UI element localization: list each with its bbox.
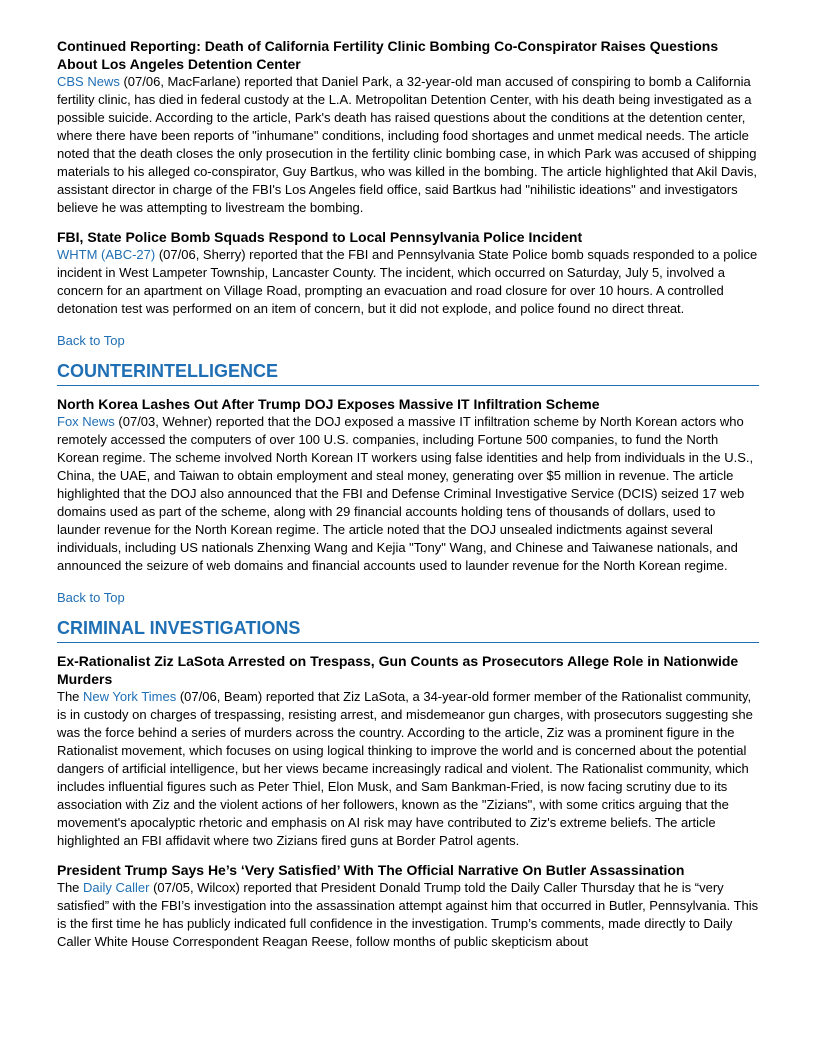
source-link-new-york-times[interactable]: New York Times (83, 689, 177, 704)
source-link-cbs-news[interactable]: CBS News (57, 74, 120, 89)
article-headline: Continued Reporting: Death of California Fertility Clinic Bombing Co-Conspirator Raises Questions About Los Angeles Detention Center (57, 38, 719, 72)
article-headline: FBI, State Police Bomb Squads Respond to Local Pennsylvania Police Incident (57, 229, 583, 245)
article-body (57, 413, 759, 575)
article-body (57, 73, 759, 217)
article-text: (07/05, Wilcox) reported that President Donald Trump told the Daily Caller Thursday that he is “very satisfied” with the FBI’s investigation into the assassination attempt against him that occurred in Butler, Pennsylvania. This is the first time he has publicly indicated full confidence in the investigation. Trump’s comments, made directly to Daily Caller White House Correspondent Reagan Reese, follow months of public skepticism about (57, 880, 759, 949)
article-ziz-lasota (57, 652, 759, 850)
document-page (57, 37, 759, 951)
article-bomb-squads (57, 228, 759, 318)
article-trump-butler (57, 861, 759, 951)
article-text: (07/06, MacFarlane) reported that Daniel Park, a 32-year-old man accused of conspiring to bomb a California fertility clinic, has died in federal custody at the L.A. Metropolitan Detention Center, with his death being investigated as a possible suicide. According to the article, Park's death has raised questions about the conditions at the detention center, where there have been reports of "inhumane" conditions, including food shortages and unmet medical needs. The article noted that the death closes the only prosecution in the fertility clinic bombing case, in which Park was accused of shipping materials to his alleged co-conspirator, Guy Bartkus, who was killed in the bombing. The article highlighted that Akil Davis, assistant director in charge of the FBI's Los Angeles field office, said Bartkus had "nihilistic ideations" and investigators believe he was attempting to livestream the bombing. (57, 74, 757, 215)
article-body (57, 246, 759, 318)
article-north-korea (57, 395, 759, 575)
section-title-criminal-investigations: CRIMINAL INVESTIGATIONS (57, 616, 759, 643)
source-link-whtm[interactable]: WHTM (ABC-27) (57, 247, 156, 262)
source-link-daily-caller[interactable]: Daily Caller (83, 880, 150, 895)
article-headline: Ex-Rationalist Ziz LaSota Arrested on Trespass, Gun Counts as Prosecutors Allege Role in Nationwide Murders (57, 653, 739, 687)
article-text: (07/06, Sherry) reported that the FBI and Pennsylvania State Police bomb squads responded to a police incident in West Lampeter Township, Lancaster County. The incident, which occurred on Saturday, July 5, involved a concern for an apartment on Village Road, prompting an evacuation and road closure for over 10 hours. A controlled detonation test was performed on an item of concern, but it did not explode, and police found no direct threat. (57, 247, 758, 316)
article-headline: North Korea Lashes Out After Trump DOJ Exposes Massive IT Infiltration Scheme (57, 396, 600, 412)
source-link-fox-news[interactable]: Fox News (57, 414, 115, 429)
section-title-counterintelligence: COUNTERINTELLIGENCE (57, 359, 759, 386)
article-fertility-clinic (57, 37, 759, 217)
article-body (57, 879, 759, 951)
article-headline: President Trump Says He’s ‘Very Satisfied’ With The Official Narrative On Butler Assassination (57, 862, 685, 878)
article-text: (07/03, Wehner) reported that the DOJ exposed a massive IT infiltration scheme by North Korean actors who remotely accessed the computers of over 100 U.S. companies, including Fortune 500 companies, to fund the North Korean regime. The scheme involved North Korean IT workers using false identities and help from individuals in the U.S., China, the UAE, and Taiwan to obtain employment and steal money, generating over $5 million in revenue. The article highlighted that the DOJ also announced that the FBI and Defense Criminal Investigative Service (DCIS) seized 17 web domains used as part of the scheme, along with 29 financial accounts holding tens of thousands of dollars, used to launder revenue for the North Korean regime. The article noted that the DOJ unsealed indictments against several individuals, including US nationals Zhenxing Wang and Kejia "Tony" Wang, and Chinese and Taiwanese nationals, and announced the seizure of web domains and financial accounts used to launder revenue for the North Korean regime. (57, 414, 754, 573)
article-text: (07/06, Beam) reported that Ziz LaSota, a 34-year-old former member of the Rationalist community, is in custody on charges of trespassing, resisting arrest, and misdemeanor gun charges, with prosecutors suggesting she was the force behind a series of murders across the country. According to the article, Ziz was a prominent figure in the Rationalist movement, which focuses on using logical thinking to improve the world and is concerned about the potential dangers of artificial intelligence, but her views became increasingly radical and violent. The Rationalist community, which includes influential figures such as Peter Thiel, Elon Musk, and Sam Bankman-Fried, is now facing scrutiny due to its association with Ziz and the violent actions of her followers, known as the "Zizians", with some critics arguing that the movement's apocalyptic rhetoric and emphasis on AI risk may have contributed to Ziz's extreme beliefs. The article highlighted an FBI affidavit where two Zizians fired guns at Border Patrol agents. (57, 689, 753, 848)
back-to-top-link[interactable]: Back to Top (57, 333, 125, 348)
article-body (57, 688, 759, 850)
article-prefix: The (57, 880, 84, 895)
article-prefix: The (57, 689, 84, 704)
back-to-top-link[interactable]: Back to Top (57, 590, 125, 605)
